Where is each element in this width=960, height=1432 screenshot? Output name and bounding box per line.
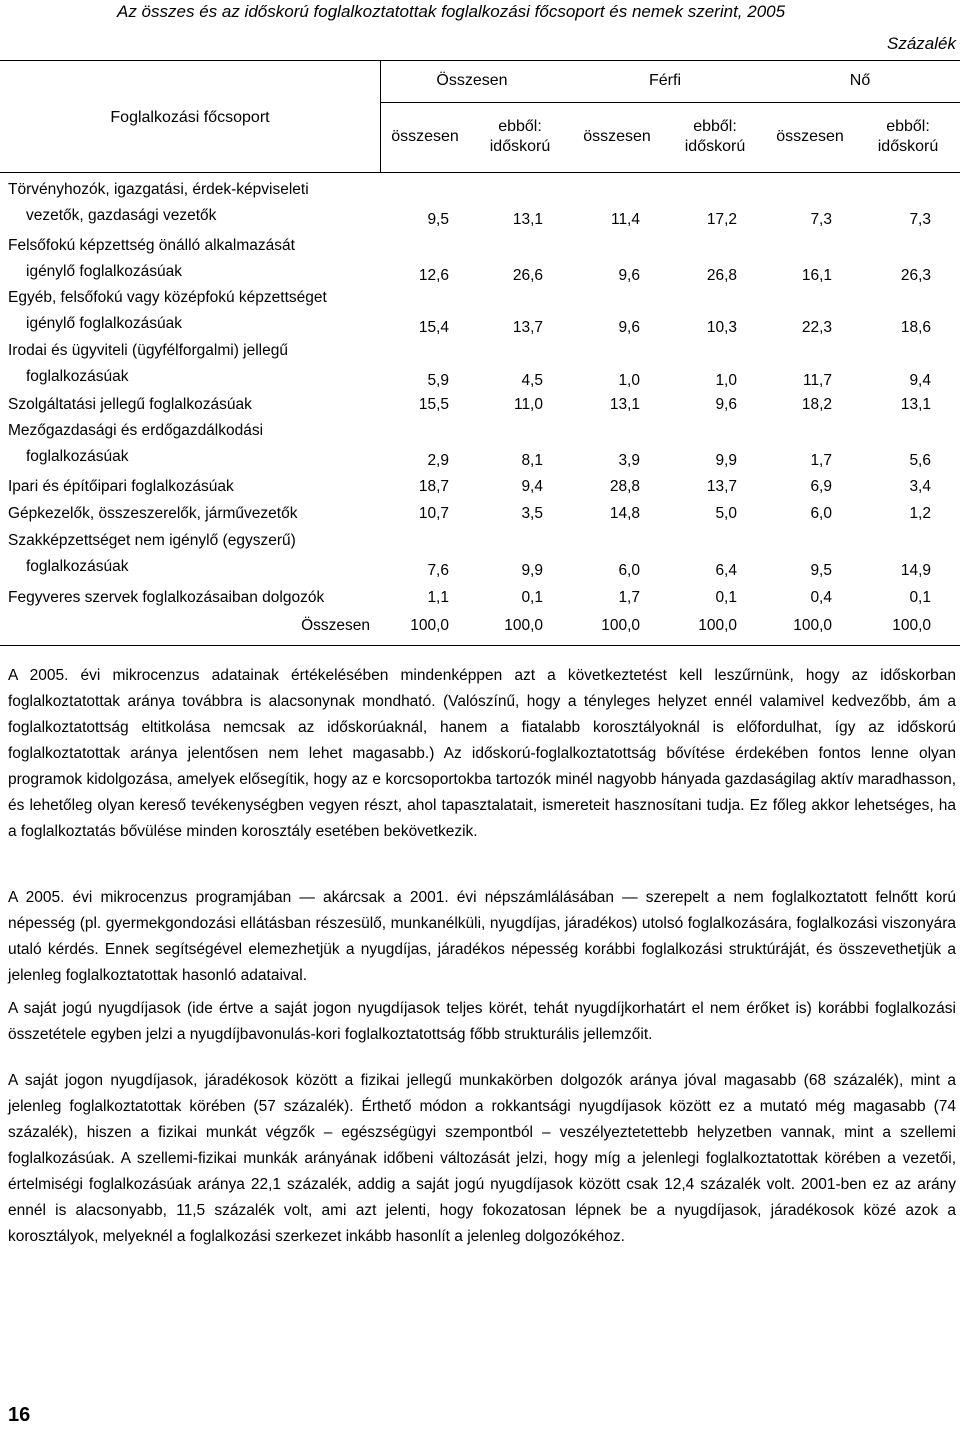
table-cell: 4,5 bbox=[521, 372, 543, 389]
body-paragraph: A saját jogú nyugdíjasok (ide értve a saját jogon nyugdíjasok teljes körét, tehát nyugdíjkorhatárt el nem érőket is) korábbi foglalkozási összetétele egyben jelzi a nyugdíjbavonulás-kori foglalkoztatottság főbb strukturális jellemzőit. bbox=[8, 1000, 956, 1043]
row-label-line2: vezetők, gazdasági vezetők bbox=[26, 207, 217, 224]
table-cell: 26,8 bbox=[706, 267, 737, 284]
table-row-label bbox=[8, 418, 378, 470]
table-cell: 18,6 bbox=[900, 319, 931, 336]
table-cell: 22,3 bbox=[801, 319, 832, 336]
table-cell: 15,5 bbox=[418, 396, 449, 413]
table-cell: 6,0 bbox=[810, 505, 832, 522]
body-paragraph: A 2005. évi mikrocenzus programjában — akárcsak a 2001. évi népszámlálásában — szerepelt a nem foglalkoztatott felnőtt korú népesség (pl. gyermekgondozási ellátásban részesülő, munkanélküli, nyugdíjas, járadékos) utolsó foglalkozására, foglalkozási viszonyára utaló kérdés. Ennek segítségével elemezhetjük a nyugdíjas, járadékos népesség korábbi foglalkozási struktúráját, és összevethetjük a jelenleg foglalkoztatottak hasonló adataival. bbox=[8, 889, 956, 984]
table-row-label bbox=[8, 177, 378, 229]
table-cell: 5,6 bbox=[909, 452, 931, 469]
table-cell: 16,1 bbox=[801, 267, 832, 284]
row-label-line1: Törvényhozók, igazgatási, érdek-képviseleti bbox=[8, 181, 309, 198]
table-cell: 6,4 bbox=[715, 562, 737, 579]
row-label-line2: foglalkozásúak bbox=[26, 448, 129, 465]
table-cell: 14,9 bbox=[900, 562, 931, 579]
table-cell: 10,7 bbox=[418, 505, 449, 522]
row-header: Foglalkozási főcsoport bbox=[110, 109, 270, 126]
table-cell: 1,2 bbox=[909, 505, 931, 522]
table-cell: 0,1 bbox=[715, 589, 737, 606]
row-label-line1: Felsőfokú képzettség önálló alkalmazását bbox=[8, 237, 295, 254]
table-cell: 26,3 bbox=[900, 267, 931, 284]
table-cell: 3,4 bbox=[909, 478, 931, 495]
table-cell: 1,1 bbox=[427, 589, 449, 606]
row-label-line2: igénylő foglalkozásúak bbox=[26, 263, 182, 280]
column-header: összesen bbox=[583, 128, 651, 145]
total-cell: 100,0 bbox=[892, 617, 931, 634]
table-cell: 1,7 bbox=[810, 452, 832, 469]
group-rule bbox=[380, 102, 960, 103]
table-cell: 0,1 bbox=[909, 589, 931, 606]
row-label-line1: Szakképzettséget nem igénylő (egyszerű) bbox=[8, 532, 296, 549]
header-bottom-rule bbox=[0, 172, 960, 173]
table-top-rule bbox=[0, 60, 960, 61]
table-cell: 3,5 bbox=[521, 505, 543, 522]
table-row-label bbox=[8, 501, 378, 527]
table-cell: 9,5 bbox=[810, 562, 832, 579]
table-cell: 1,0 bbox=[618, 372, 640, 389]
group-header: Összesen bbox=[436, 72, 508, 89]
header-divider bbox=[380, 60, 381, 172]
table-cell: 15,4 bbox=[418, 319, 449, 336]
row-label-line2: foglalkozásúak bbox=[26, 558, 129, 575]
unit-label: Százalék bbox=[887, 34, 956, 53]
table-cell: 1,7 bbox=[618, 589, 640, 606]
group-header: Nő bbox=[849, 72, 871, 89]
table-cell: 28,8 bbox=[609, 478, 640, 495]
row-label-line1: Irodai és ügyviteli (ügyfélforgalmi) jellegű bbox=[8, 342, 288, 359]
table-cell: 14,8 bbox=[609, 505, 640, 522]
row-label-line1: Egyéb, felsőfokú vagy középfokú képzettséget bbox=[8, 289, 327, 306]
total-cell: 100,0 bbox=[793, 617, 832, 634]
table-cell: 9,9 bbox=[715, 452, 737, 469]
column-header: ebből: időskorú bbox=[489, 118, 551, 155]
table-cell: 17,2 bbox=[706, 211, 737, 228]
column-header: összesen bbox=[776, 128, 844, 145]
total-row-label: Összesen bbox=[301, 617, 370, 634]
table-cell: 7,3 bbox=[909, 211, 931, 228]
table-row-label bbox=[8, 528, 378, 580]
table-row-label bbox=[8, 585, 378, 611]
table-cell: 9,4 bbox=[521, 478, 543, 495]
table-cell: 13,1 bbox=[609, 396, 640, 413]
row-label-line2: igénylő foglalkozásúak bbox=[26, 315, 182, 332]
row-label-line1: Fegyveres szervek foglalkozásaiban dolgozók bbox=[8, 589, 325, 606]
table-cell: 18,7 bbox=[418, 478, 449, 495]
table-cell: 11,4 bbox=[610, 211, 640, 228]
table-row-label bbox=[8, 338, 378, 390]
table-cell: 9,5 bbox=[427, 211, 449, 228]
table-cell: 13,7 bbox=[706, 478, 737, 495]
table-cell: 6,9 bbox=[810, 478, 832, 495]
table-cell: 18,2 bbox=[801, 396, 832, 413]
table-cell: 9,6 bbox=[618, 267, 640, 284]
table-cell: 13,1 bbox=[512, 211, 543, 228]
table-cell: 0,4 bbox=[810, 589, 832, 606]
table-cell: 6,0 bbox=[618, 562, 640, 579]
row-label-line1: Ipari és építőipari foglalkozásúak bbox=[8, 478, 234, 495]
table-cell: 5,9 bbox=[427, 372, 449, 389]
group-header: Férfi bbox=[649, 72, 681, 89]
body-paragraph: A 2005. évi mikrocenzus adatainak értékelésében mindenképpen azt a következtetést kell leszűrnünk, hogy az időskorban foglalkoztatottak aránya továbbra is alacsonynak mondható. (Valószínű, hogy a tényleges helyzet ennél valamivel kedvezőbb, ám a foglalkoztatottság eltitkolása nemcsak az időskorúaknál, hanem a fiatalabb korosztályoknál is előfordulhat, így az időskorú foglalkoztatottak aránya jelentősen nem lehet magasabb.) Az időskorú-foglalkoztatottság bővítése érdekében fontos lenne olyan programok kidolgozása, amelyek elősegítik, hogy az e korcsoportokba tartozók minél nagyobb hányada gazdaságilag aktív maradhasson, és lehetőleg olyan kereső tevékenységben vegyen részt, ahol tapasztalatait, ismereteit hasznosítani tudja. Ez főleg akkor lehetséges, ha a foglalkoztatás bővülése minden korosztály esetében bekövetkezik. bbox=[8, 667, 956, 840]
total-cell: 100,0 bbox=[410, 617, 449, 634]
table-row-label bbox=[8, 392, 378, 418]
table-cell: 11,7 bbox=[802, 372, 832, 389]
table-cell: 1,0 bbox=[715, 372, 737, 389]
table-cell: 9,9 bbox=[521, 562, 543, 579]
total-cell: 100,0 bbox=[504, 617, 543, 634]
row-label-line1: Gépkezelők, összeszerelők, járművezetők bbox=[8, 505, 298, 522]
table-cell: 5,0 bbox=[715, 505, 737, 522]
table-title: Az összes és az időskorú foglalkoztatottak foglalkozási főcsoport és nemek szerint, 2005 bbox=[117, 2, 786, 21]
row-label-line2: foglalkozásúak bbox=[26, 368, 129, 385]
total-cell: 100,0 bbox=[601, 617, 640, 634]
table-cell: 9,4 bbox=[909, 372, 931, 389]
table-row-label bbox=[8, 285, 378, 337]
row-label-line1: Mezőgazdasági és erdőgazdálkodási bbox=[8, 422, 264, 439]
page-number: 16 bbox=[8, 1404, 31, 1426]
table-row-label bbox=[8, 474, 378, 500]
table-cell: 13,7 bbox=[512, 319, 543, 336]
column-header: ebből: időskorú bbox=[877, 118, 939, 155]
table-cell: 0,1 bbox=[521, 589, 543, 606]
table-cell: 9,6 bbox=[715, 396, 737, 413]
table-bottom-rule bbox=[0, 645, 960, 646]
table-cell: 7,3 bbox=[810, 211, 832, 228]
table-cell: 12,6 bbox=[418, 267, 449, 284]
table-cell: 8,1 bbox=[521, 452, 543, 469]
table-cell: 13,1 bbox=[900, 396, 931, 413]
column-header: ebből: időskorú bbox=[684, 118, 746, 155]
table-cell: 11,0 bbox=[513, 396, 543, 413]
row-label-line1: Szolgáltatási jellegű foglalkozásúak bbox=[8, 396, 252, 413]
body-paragraph: A saját jogon nyugdíjasok, járadékosok között a fizikai jellegű munkakörben dolgozók aránya jóval magasabb (68 százalék), mint a jelenleg foglalkoztatottak körében (57 százalék). Érthető módon a rokkantsági nyugdíjasok között ez a mutató még magasabb (74 százalék), hiszen a fizikai munkát végzők – egészségügyi szempontból – veszélyeztetettebb helyzetben vannak, mint a szellemi foglalkozásúak. A szellemi-fizikai munkák arányának időbeni változását jelzi, hogy míg a jelenlegi foglalkoztatottak körében a vezetői, értelmiségi foglalkozásúak aránya 22,1 százalék, addig a saját jogú nyugdíjasok között csak 12,4 százalék volt. 2001-ben ez az arány ennél is alacsonyabb, 11,5 százalék volt, ami azt jelenti, hogy fokozatosan lépnek be a nyugdíjasok, járadékosok közé azok a korosztályok, melyeknél a foglalkozási szerkezet inkább hasonlít a jelenleg dolgozókéhoz. bbox=[8, 1072, 956, 1245]
total-cell: 100,0 bbox=[698, 617, 737, 634]
column-header: összesen bbox=[391, 128, 459, 145]
table-cell: 3,9 bbox=[618, 452, 640, 469]
table-cell: 9,6 bbox=[618, 319, 640, 336]
table-cell: 10,3 bbox=[706, 319, 737, 336]
table-row-label bbox=[8, 233, 378, 285]
table-cell: 7,6 bbox=[427, 562, 449, 579]
table-cell: 26,6 bbox=[512, 267, 543, 284]
table-cell: 2,9 bbox=[427, 452, 449, 469]
